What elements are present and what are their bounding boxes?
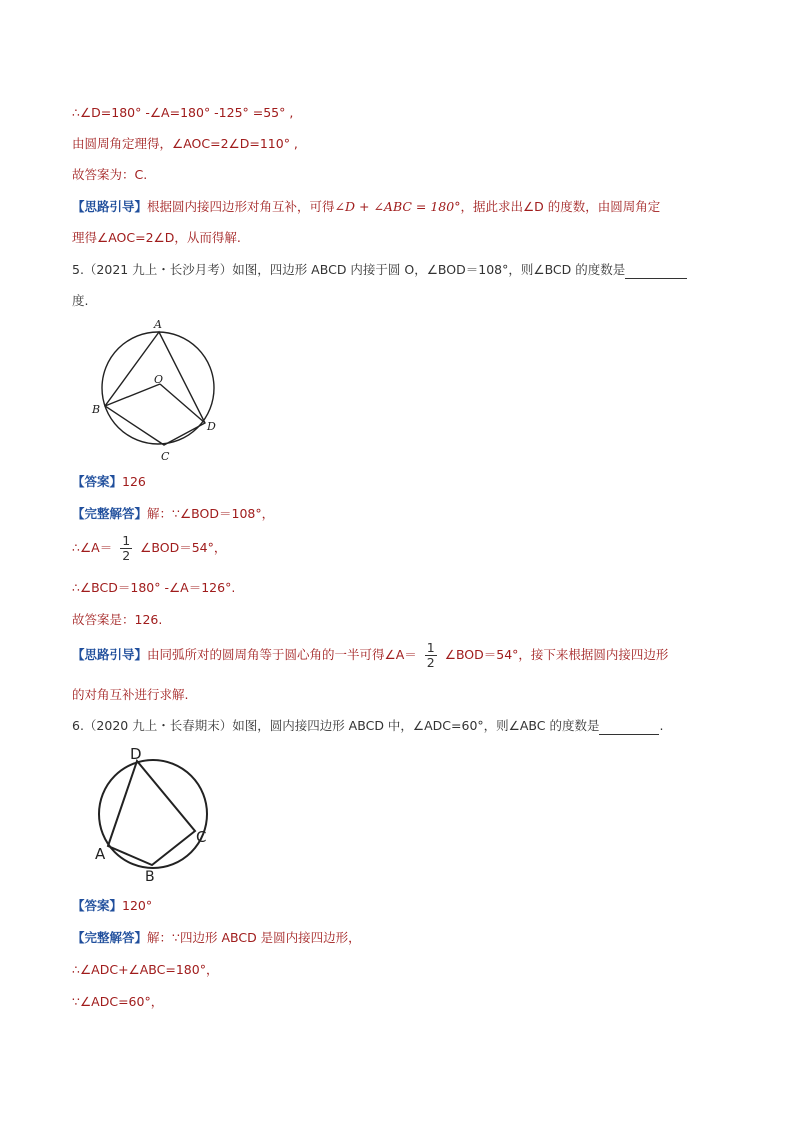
fraction-numerator: 1	[122, 533, 131, 548]
q6-stem-end: .	[659, 718, 664, 733]
q5-solution-2	[72, 533, 226, 563]
q6-label-c: C	[196, 828, 207, 846]
q6-answer	[72, 897, 152, 915]
solution-tag: 【完整解答】	[72, 930, 148, 945]
q5-answer	[72, 473, 146, 491]
q5-solution-3: ∴∠BCD＝180° -∠A＝126°.	[72, 580, 236, 595]
q5-quadrilateral	[105, 332, 205, 445]
q6-solution-1	[72, 929, 361, 947]
q6-circle	[99, 760, 207, 868]
hint-math: ∠D + ∠ABC = 180°	[334, 199, 461, 214]
prev-hint	[72, 198, 660, 216]
hint-text-b: ，据此求出∠D 的度数，由圆周角定	[460, 199, 661, 214]
q5-answer-blank	[625, 266, 687, 279]
answer-value: 126	[122, 474, 146, 489]
answer-value: 120°	[122, 898, 153, 913]
q5-stem	[72, 261, 687, 279]
q6-figure	[90, 746, 215, 886]
solution-text: 解：∵∠BOD＝108°，	[147, 506, 275, 521]
q6-label-b: B	[145, 869, 155, 885]
q5-stem-text: 5.（2021 九上・长沙月考）如图，四边形 ABCD 内接于圆 O，∠BOD＝108°，则∠BCD 的度数是	[72, 262, 626, 277]
fraction-one-half	[425, 641, 437, 670]
q5-figure	[88, 316, 228, 466]
q6-solution-2: ∴∠ADC+∠ABC=180°，	[72, 962, 219, 977]
q5-hint-line2: 的对角互补进行求解.	[72, 687, 189, 702]
q5-hint	[72, 640, 668, 670]
q6-answer-blank	[599, 722, 659, 735]
answer-tag: 【答案】	[72, 474, 123, 489]
hint-text-b: ∠BOD＝54°，接下来根据圆内接四边形	[444, 647, 669, 662]
q5-stem-end: 度.	[72, 293, 89, 308]
q5-label-c: C	[161, 450, 170, 463]
prev-step-2: 由圆周角定理得，∠AOC=2∠D=110° ,	[72, 136, 298, 151]
solution-tag: 【完整解答】	[72, 506, 148, 521]
solution-2-post: ∠BOD＝54°，	[140, 540, 227, 555]
q5-label-o: O	[154, 373, 164, 386]
fraction-one-half	[120, 534, 132, 563]
q6-label-d: D	[130, 746, 142, 763]
hint-text-a: 根据圆内接四边形对角互补，可得	[147, 199, 335, 214]
fraction-denominator: 2	[426, 655, 435, 670]
q5-solution-1	[72, 505, 274, 523]
q6-quadrilateral	[108, 761, 195, 865]
answer-tag: 【答案】	[72, 898, 123, 913]
solution-text: 解：∵四边形 ABCD 是圆内接四边形，	[147, 930, 361, 945]
q5-label-a: A	[154, 318, 162, 331]
q6-stem	[72, 717, 663, 735]
fraction-denominator: 2	[122, 548, 131, 563]
q5-label-b: B	[92, 403, 101, 416]
q5-label-d: D	[207, 420, 216, 433]
prev-step-1: ∴∠D=180° -∠A=180° -125° =55° ,	[72, 105, 294, 120]
q6-stem-text: 6.（2020 九上・长春期末）如图，圆内接四边形 ABCD 中，∠ADC=60°，则∠ABC 的度数是	[72, 718, 600, 733]
hint-text-a: 由同弧所对的圆周角等于圆心角的一半可得∠A＝	[147, 647, 417, 662]
prev-answer: 故答案为：C.	[72, 167, 148, 182]
q5-solution-4: 故答案是：126.	[72, 612, 163, 627]
hint-tag: 【思路引导】	[72, 199, 148, 214]
hint-tag: 【思路引导】	[72, 647, 148, 662]
solution-2-pre: ∴∠A＝	[72, 540, 113, 555]
fraction-numerator: 1	[426, 640, 435, 655]
q6-solution-3: ∵∠ADC=60°，	[72, 994, 164, 1009]
prev-hint-line2: 理得∠AOC=2∠D，从而得解.	[72, 230, 241, 245]
q6-label-a: A	[95, 845, 106, 863]
q5-radius-od	[160, 384, 205, 423]
